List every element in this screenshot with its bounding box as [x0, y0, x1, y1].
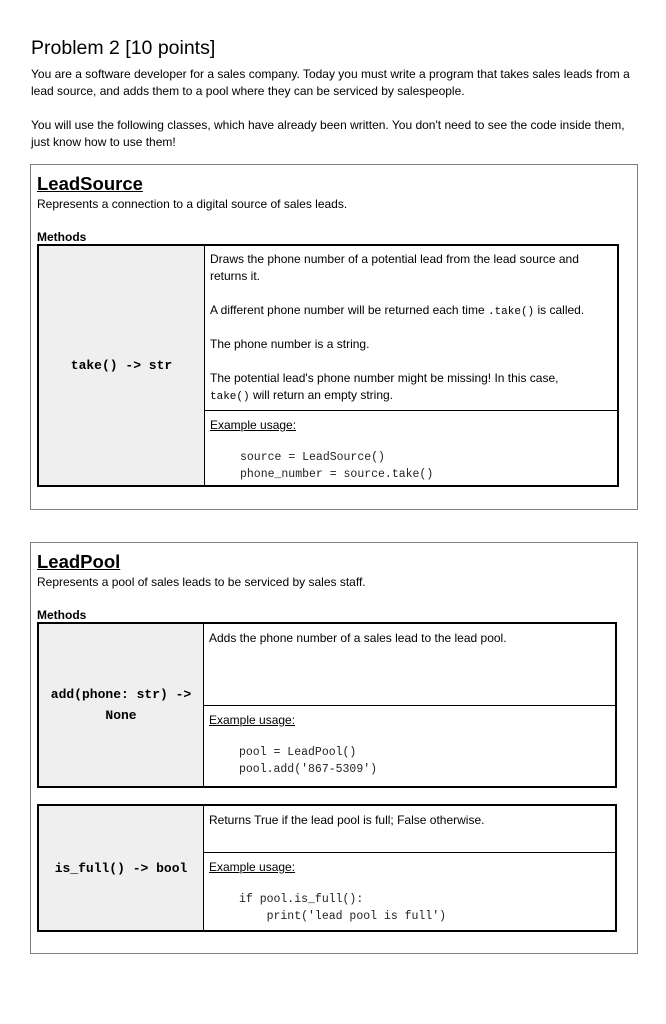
is-full-desc: Returns True if the lead pool is full; False otherwise.: [209, 813, 485, 827]
lead-pool-panel: [30, 542, 638, 954]
take-desc-different: A different phone number will be returned each time .take() is called.: [210, 303, 585, 318]
method-example-take: [205, 410, 617, 485]
lead-source-panel: [30, 164, 638, 510]
method-table-add: [37, 622, 617, 788]
class-name-lead-pool: LeadPool: [37, 551, 121, 572]
method-table-is-full: [37, 804, 617, 932]
example-usage-label: Example usage:: [209, 713, 296, 727]
code-example-take: source = LeadSource() phone_number = source.take(): [240, 451, 434, 481]
method-signature-is-full: is_full() -> bool: [39, 806, 204, 930]
class-description-lead-pool: Represents a pool of sales leads to be serviced by sales staff.: [37, 575, 366, 589]
intro-paragraph: You are a software developer for a sales company. Today you must write a program that takes sales leads from a lead source, and adds them to a pool where they can be serviced by salespeople.: [31, 67, 630, 98]
method-example-is-full: [204, 852, 615, 930]
inline-code-take-empty: take(): [210, 391, 250, 403]
take-desc-string: The phone number is a string.: [210, 337, 370, 351]
method-example-add: [204, 705, 615, 786]
class-name-lead-source: LeadSource: [37, 173, 143, 194]
take-desc-returns: Draws the phone number of a potential lead from the lead source and returns it.: [210, 252, 579, 283]
method-description-is-full: [204, 806, 615, 852]
method-signature-take: take() -> str: [39, 246, 205, 485]
method-description-take: [205, 246, 617, 410]
example-usage-label: Example usage:: [210, 418, 297, 432]
classes-intro-paragraph: You will use the following classes, which have already been written. You don't need to see the code inside them, just know how to use them!: [31, 118, 625, 149]
methods-label: Methods: [37, 608, 87, 622]
code-example-add: pool = LeadPool() pool.add('867-5309'): [239, 746, 378, 776]
method-table-take: [37, 244, 619, 487]
class-description-lead-source: Represents a connection to a digital source of sales leads.: [37, 197, 348, 211]
inline-code-take: .take(): [487, 306, 535, 318]
example-usage-label: Example usage:: [209, 860, 296, 874]
methods-label: Methods: [37, 230, 87, 244]
add-desc: Adds the phone number of a sales lead to the lead pool.: [209, 631, 507, 645]
code-example-is-full: if pool.is_full(): print('lead pool is full'): [239, 893, 447, 923]
method-description-add: [204, 624, 615, 705]
page-title: Problem 2 [10 points]: [31, 37, 216, 59]
take-desc-missing: The potential lead's phone number might be missing! In this case, take() will return an empty string.: [210, 371, 559, 403]
method-signature-add: add(phone: str) -> None: [39, 624, 204, 786]
